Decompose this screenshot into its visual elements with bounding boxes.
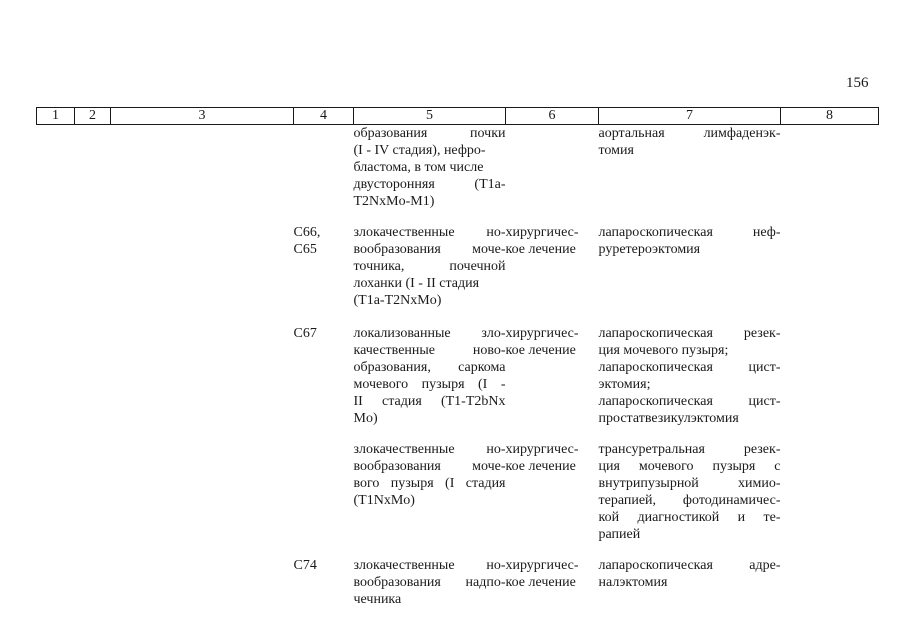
icd-code-line: C65 [293,242,317,257]
icd-code-line: C74 [293,558,317,573]
method-line: простатвезикулэктомия [598,411,739,426]
diagnosis-line: вого пузыря (I стадия [353,476,506,491]
treatment-method-cell [599,557,781,608]
column-header: 2 [75,108,111,125]
diagnosis-line: (T1NxMo) [353,493,415,508]
diagnosis-line: вообразования надпо- [353,575,506,590]
diagnosis-line: вообразования моче- [353,459,506,474]
diagnosis-line: злокачественные но- [353,558,506,573]
icd-code-cell [294,125,354,225]
diagnosis-line: лоханки (I - II стадия [353,276,480,291]
column-header: 4 [294,108,354,125]
document-table [36,107,879,608]
icd-code-line: C66, [293,225,321,240]
diagnosis-line: бластома, в том числе [353,160,484,175]
icd-code-cell [294,224,354,325]
method-line: томия [598,143,634,158]
column-header: 6 [506,108,599,125]
diagnosis-line: (T1a-T2NxMo) [353,293,442,308]
diagnosis-line: образования почки [353,126,506,141]
table-row [37,224,879,325]
treatment-line: кое лечение [505,575,576,590]
method-line: терапией, фотодинамичес- [598,493,781,508]
diagnosis-cell [354,224,506,325]
method-line: трансуретральная резек- [598,442,781,457]
method-line: ция мочевого пузыря с [598,459,781,474]
method-line: кой диагностикой и те- [598,510,781,525]
diagnosis-line: локализованные зло- [353,326,506,341]
column-header: 3 [111,108,294,125]
diagnosis-line: T2NxMo-M1) [353,194,435,209]
treatment-line: хирургичес- [505,225,579,240]
method-line: лапароскопическая резек- [598,326,781,341]
diagnosis-line: II стадия (T1-T2bNx [353,394,506,409]
method-line: рапией [598,527,641,542]
treatment-line: кое лечение [505,459,576,474]
column-header: 5 [354,108,506,125]
method-line: лапароскопическая цист- [598,394,781,409]
diagnosis-line: образования, саркома [353,360,506,375]
method-line: налэктомия [598,575,668,590]
diagnosis-cell [354,325,506,441]
treatment-type-cell [506,125,599,225]
diagnosis-cell [354,557,506,608]
method-line: эктомия; [598,377,651,392]
method-line: лапароскопическая адре- [598,558,781,573]
column-header: 7 [599,108,781,125]
diagnosis-cell [354,441,506,557]
column-header: 8 [781,108,879,125]
diagnosis-line: Mo) [353,411,378,426]
diagnosis-line: точника, почечной [353,259,506,274]
treatment-method-cell [599,441,781,557]
treatment-line: хирургичес- [505,326,579,341]
diagnosis-line: вообразования моче- [353,242,506,257]
diagnosis-line: качественные ново- [353,343,506,358]
page-number: 156 [846,75,869,91]
column-header: 1 [37,108,75,125]
table-row [37,557,879,608]
diagnosis-cell [354,125,506,225]
diagnosis-line: двусторонняя (T1a- [353,177,506,192]
icd-code-line: C67 [293,326,317,341]
treatment-line: хирургичес- [505,442,579,457]
icd-code-cell [294,325,354,441]
column-header-row [37,108,879,125]
treatment-type-cell [506,557,599,608]
method-line: лапароскопическая цист- [598,360,781,375]
treatment-line: кое лечение [505,242,576,257]
table-row [37,441,879,557]
treatment-method-cell [599,224,781,325]
treatment-method-cell [599,325,781,441]
treatment-type-cell [506,441,599,557]
method-line: внутрипузырной химио- [598,476,781,491]
treatment-type-cell [506,224,599,325]
diagnosis-line: злокачественные но- [353,225,506,240]
method-line: ция мочевого пузыря; [598,343,729,358]
diagnosis-line: мочевого пузыря (I - [353,377,506,392]
table-row [37,125,879,225]
diagnosis-line: (I - IV стадия), нефро- [353,143,486,158]
table-row [37,325,879,441]
method-line: руретероэктомия [598,242,701,257]
icd-code-cell [294,557,354,608]
icd-code-cell [294,441,354,557]
method-line: лапароскопическая неф- [598,225,781,240]
treatment-method-cell [599,125,781,225]
treatment-type-cell [506,325,599,441]
diagnosis-line: злокачественные но- [353,442,506,457]
diagnosis-line: чечника [353,592,402,607]
treatment-line: кое лечение [505,343,576,358]
method-line: аортальная лимфаденэк- [598,126,781,141]
treatment-line: хирургичес- [505,558,579,573]
